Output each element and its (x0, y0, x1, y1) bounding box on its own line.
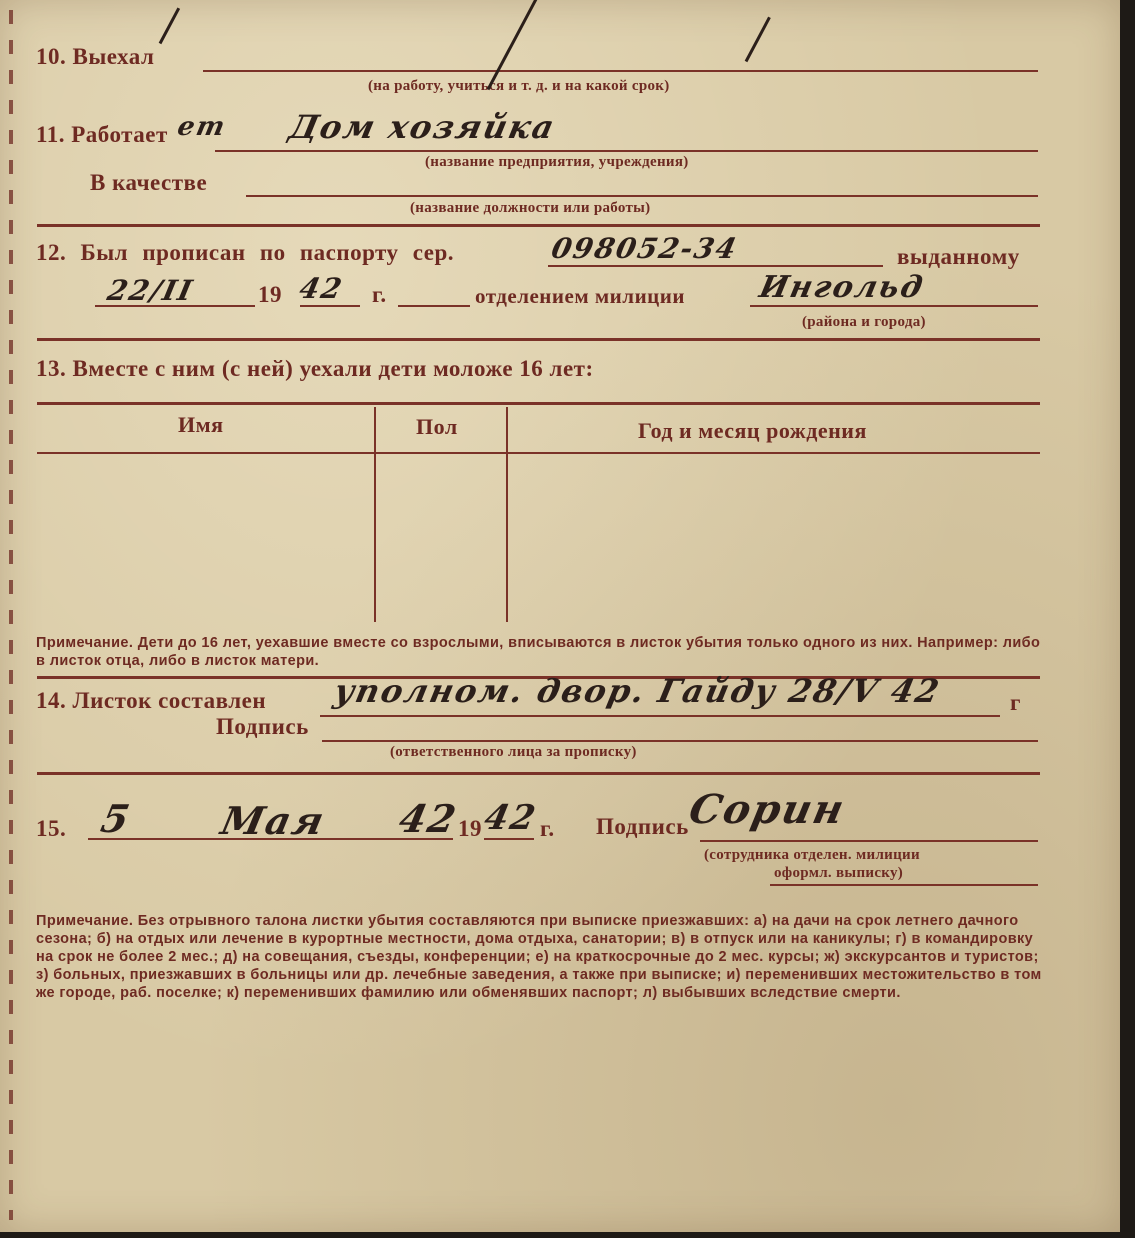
field-12-date-line (95, 305, 255, 307)
field-15-day-value: 5 (97, 796, 136, 841)
table-top-rule (37, 402, 1040, 405)
field-12-year-prefix: 19 (258, 282, 282, 307)
note-bottom-text: Примечание. Без отрывного талона листки убытия составляются при выписке приезжавших: а) на дачи на срок летнего дачного сезона; б) на отдых или лечение в курортные местности, дома отдыха, санатории; в) в отпуск или на каникулы; г) в командировку на срок не более 2 мес.; д) на совещания, съезды, конференции; е) на краткосрочные до 2 мес. курсы; ж) экскурсантов и туристов; з) больных, приезжавших в больницы или др. лечебные заведения, а также при выписке; и) переменивших местожительство в том же городе, раб. поселке; к) переменивших фамилию или обменявших паспорт; л) выбывших вследствие смерти. (36, 913, 1042, 1001)
field-12-label: 12. Был прописан по паспорту сер. (36, 240, 455, 265)
field-11b-line (246, 195, 1038, 197)
perforation-edge (9, 10, 13, 1220)
table-col-divider-2 (506, 407, 508, 622)
table-col-divider-1 (374, 407, 376, 622)
field-13-label: 13. Вместе с ним (с ней) уехали дети моложе 16 лет: (36, 356, 594, 381)
field-12-issued-label: выданному (897, 244, 1020, 269)
divider (37, 338, 1040, 341)
table-header-birth: Год и месяц рождения (638, 418, 867, 443)
field-12-blank-line (398, 305, 470, 307)
field-11b-label: В качестве (90, 170, 208, 195)
field-15-signature-value: Сорин (685, 786, 850, 833)
field-12-year-suffix: г. (372, 282, 387, 307)
field-15-caption-1: (сотрудника отделен. милиции (704, 847, 920, 863)
field-15-date-line (88, 838, 453, 840)
field-15-signature-label: Подпись (596, 814, 689, 839)
divider (37, 224, 1040, 227)
field-14-line (320, 715, 1000, 717)
table-header-rule (37, 452, 1040, 454)
field-15-month-value: Мая (217, 798, 330, 843)
field-11-handwriting: Дом хозяйка (285, 108, 560, 146)
field-15-year-line (484, 838, 534, 840)
field-11-label: 11. Работает (36, 122, 168, 147)
field-12-police-label: отделением милиции (475, 284, 685, 308)
field-12-series-value: 098052-34 (548, 232, 741, 265)
divider (37, 772, 1040, 775)
field-15-caption-2: оформл. выписку) (774, 865, 904, 881)
field-14-year-suffix: г (1010, 690, 1021, 715)
field-12-date-value: 22/II (104, 274, 197, 307)
note-children: Примечание. Дети до 16 лет, уехавшие вместе со взрослыми, вписываются в листок убытия только одного из них. Например: либо в листок отца, либо в листок матери. (36, 635, 1041, 669)
field-15-caption-line (770, 884, 1038, 886)
field-15-year-short-value: 42 (395, 796, 462, 841)
field-12-year-value: 42 (296, 272, 347, 305)
field-12-series-line (548, 265, 883, 267)
table-header-sex: Пол (416, 414, 458, 439)
field-12-caption: (района и города) (802, 314, 926, 330)
field-14-signature-line (322, 740, 1038, 742)
field-10-dash-3 (745, 17, 771, 63)
field-15-year-suffix: г. (540, 816, 555, 841)
field-10-dash-2 (487, 0, 541, 90)
field-10-caption: (на работу, учиться и т. д. и на какой срок) (368, 78, 670, 94)
field-10-dash-1 (159, 7, 180, 44)
field-15-signature-line (700, 840, 1038, 842)
note-bottom (36, 912, 1051, 1002)
field-10-line (203, 70, 1038, 72)
field-15-year-value: 42 (480, 798, 541, 838)
field-12-police-line (750, 305, 1038, 307)
field-11-line (215, 150, 1038, 152)
field-10-label: 10. Выехал (36, 44, 155, 69)
field-15-label: 15. (36, 816, 67, 841)
field-11-caption: (название предприятия, учреждения) (425, 154, 689, 170)
field-14-handwriting: уполном. двор. Гайду 28/V 42 (330, 672, 945, 710)
field-11-handwriting-a: ет (174, 112, 230, 142)
field-11b-caption: (название должности или работы) (410, 200, 651, 216)
table-header-name: Имя (178, 412, 224, 437)
field-15-year-prefix: 19 (458, 816, 482, 841)
field-14-signature-label: Подпись (216, 714, 309, 739)
field-12-police-value: Ингольд (756, 270, 928, 305)
field-14-caption: (ответственного лица за прописку) (390, 744, 637, 760)
field-14-label: 14. Листок составлен (36, 688, 267, 713)
field-12-year-line (300, 305, 360, 307)
